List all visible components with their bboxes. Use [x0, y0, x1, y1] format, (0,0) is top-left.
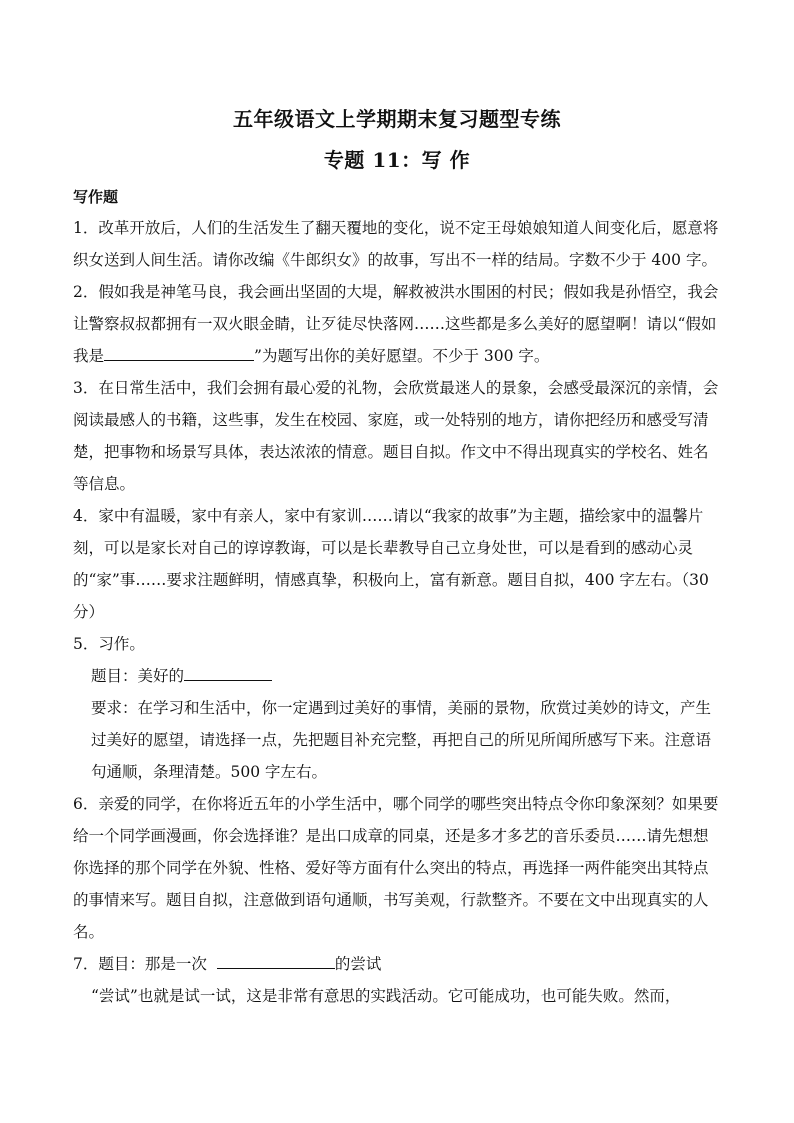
fill-blank: [104, 343, 254, 361]
question-2-text: 2．假如我是神笔马良，我会画出坚固的大堤，解救被洪水围困的村民；假如我是孙悟空，我会让警察叔叔都拥有一双火眼金睛，让歹徒尽快落网……这些都是多么美好的愿望啊！请以“假如我是: [73, 283, 719, 365]
question-5-heading: 5．习作。: [73, 635, 145, 653]
question-4: 4．家中有温暖，家中有亲人，家中有家训……请以“我家的故事”为主题，描绘家中的温馨片刻，可以是家长对自己的谆谆教诲，可以是长辈教导自己立身处世，可以是看到的感动心灵的“家”事……要求注题鲜明，情感真挚，积极向上，富有新意。题目自拟，400 字左右。（30 分）: [73, 507, 709, 621]
question-1: 1．改革开放后，人们的生活发生了翻天覆地的变化，说不定王母娘娘知道人间变化后，愿意将织女送到人间生活。请你改编《牛郎织女》的故事，写出不一样的结局。字数不少于 400 字。: [73, 219, 719, 269]
question-2: [73, 276, 723, 372]
fill-blank: [184, 663, 272, 681]
question-7-text: 7．题目：那是一次: [73, 955, 207, 973]
question-5-title: [73, 660, 723, 692]
page-subtitle: 专题 11：写 作: [323, 148, 471, 172]
question-5-requirements: 要求：在学习和生活中，你一定遇到过美好的事情，美丽的景物，欣赏过美妙的诗文，产生过美好的愿望，请选择一点，先把题目补充完整，再把自己的所见所闻所感写下来。注意语句通顺，条理清楚。500 字左右。: [91, 699, 712, 781]
document-body: [73, 212, 723, 1012]
question-7: [73, 948, 723, 980]
fill-blank: [217, 951, 335, 969]
question-3: 3．在日常生活中，我们会拥有最心爱的礼物，会欣赏最迷人的景象，会感受最深沉的亲情，会阅读最感人的书籍，这些事，发生在校园、家庭，或一处特别的地方，请你把经历和感受写清楚，把事物和场景写具体，表达浓浓的情意。题目自拟。作文中不得出现真实的学校名、姓名等信息。: [73, 379, 719, 493]
question-7-paragraph: “尝试”也就是试一试，这是非常有意思的实践活动。它可能成功，也可能失败。然而，: [91, 987, 681, 1005]
question-2-text-end: ”为题写出你的美好愿望。不少于 300 字。: [254, 347, 550, 365]
section-heading: 写作题: [73, 188, 119, 206]
question-6: 6．亲爱的同学，在你将近五年的小学生活中，哪个同学的哪些突出特点令你印象深刻？如果要给一个同学画漫画，你会选择谁？是出口成章的同桌，还是多才多艺的音乐委员……请先想想你选择的那个同学在外貌、性格、爱好等方面有什么突出的特点，再选择一两件能突出其特点的事情来写。题目自拟，注意做到语句通顺，书写美观，行款整齐。不要在文中出现真实的人名。: [73, 795, 719, 941]
question-7-text-end: 的尝试: [334, 955, 382, 973]
question-5-title-text: 题目：美好的: [91, 667, 185, 685]
page-title: 五年级语文上学期期末复习题型专练: [233, 107, 561, 131]
